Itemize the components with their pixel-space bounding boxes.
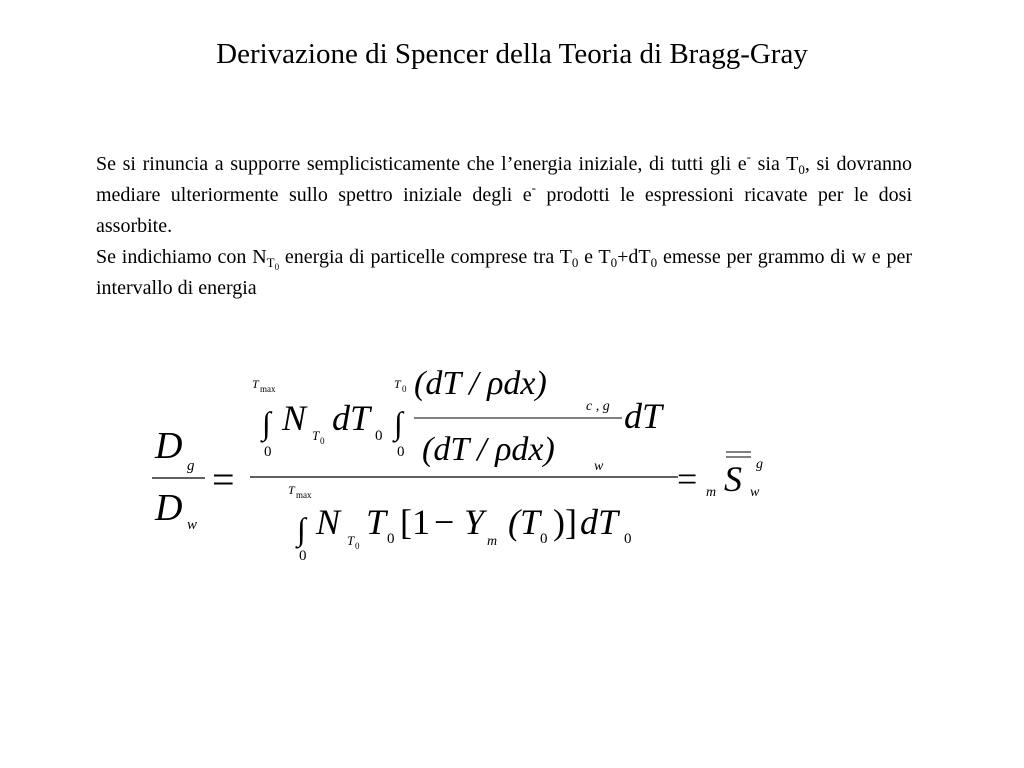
rhs-S-sup: g	[756, 457, 763, 472]
den-upper-limit: T	[288, 483, 295, 497]
p2-text-4: +dT	[617, 246, 651, 268]
inner-denominator: (dT / ρdx)	[422, 431, 555, 468]
lhs-denominator-sub: w	[187, 517, 198, 533]
page-title: Derivazione di Spencer della Teoria di Bragg-Gray	[216, 38, 808, 70]
inner-numerator: (dT / ρdx)	[414, 365, 547, 402]
den-N-sub: T	[347, 533, 355, 548]
rhs-equals-sub: m	[706, 485, 717, 500]
den-dT0-sub: 0	[624, 531, 632, 547]
p1-text-3: , si dovranno mediare ulteriormente sullo spettro iniziale degli e	[96, 153, 912, 206]
p1-text-2: sia T	[751, 153, 799, 175]
p1-sub-1: 0	[798, 162, 805, 177]
p2-sub-b: 0	[610, 255, 618, 270]
den-paren-T0: (T	[508, 502, 541, 542]
lhs-equals: =	[212, 457, 235, 502]
den-integral-sign: ∫	[297, 511, 306, 547]
den-paren-T0-sub: 0	[540, 531, 548, 547]
p2-sub-c: 0	[650, 255, 658, 270]
num-dT0-sub: 0	[375, 428, 383, 444]
den-T0: T	[366, 502, 387, 542]
den-N-subsub: 0	[355, 541, 360, 551]
num-N-subsub: 0	[320, 436, 325, 446]
num-upper-limit-sub: max	[260, 384, 276, 394]
num-lower-limit: 0	[264, 444, 272, 460]
lhs-numerator-D: D	[155, 425, 183, 467]
rhs-S: S	[724, 459, 742, 499]
inner-lower-limit: 0	[397, 444, 405, 460]
rhs-S-sub: w	[750, 485, 760, 500]
p1-text-1: Se si rinuncia a supporre semplicisticamente che l’energia iniziale, di tutti gli e	[96, 153, 747, 175]
rhs-equals: =	[677, 459, 698, 499]
den-N: N	[316, 502, 341, 542]
den-close: )]	[553, 502, 577, 542]
num-integral-sign: ∫	[262, 405, 271, 441]
den-dT0: dT	[580, 502, 619, 542]
p2-sub-T-index: 0	[274, 262, 280, 272]
p2-text-1: Se indichiamo con N	[96, 246, 267, 268]
p1-text-4: prodotti le espressioni ricavate per le dosi assorbite.	[96, 184, 912, 237]
num-N: N	[282, 398, 307, 438]
lhs-denominator-D: D	[155, 487, 183, 529]
p2-text-3: e T	[578, 246, 611, 268]
num-dT0: dT	[332, 398, 371, 438]
p2-sub-a: 0	[571, 255, 579, 270]
p2-text-2: energia di particelle comprese tra T	[279, 246, 572, 268]
p2-sub-T-letter: T	[266, 255, 275, 270]
p2-text-5: emesse per grammo di w e per intervallo di energia	[96, 246, 912, 299]
den-upper-limit-sub: max	[296, 490, 312, 500]
den-T0-sub: 0	[387, 531, 395, 547]
p1-sup-2: -	[531, 180, 536, 195]
den-minus: −	[434, 502, 455, 542]
p1-sup-1: -	[746, 149, 752, 164]
inner-integral-sign: ∫	[394, 405, 403, 441]
inner-denominator-sub: w	[594, 459, 604, 474]
num-dT: dT	[624, 396, 663, 436]
den-lower-limit: 0	[299, 548, 307, 564]
inner-upper-limit-sub: 0	[402, 384, 407, 394]
den-bracket-open: [1	[400, 502, 430, 542]
den-Y-sub: m	[487, 534, 498, 549]
den-Y: Y	[464, 502, 485, 542]
num-N-sub: T	[312, 428, 320, 443]
num-upper-limit: T	[252, 377, 259, 391]
inner-numerator-sub: c , g	[586, 399, 610, 414]
inner-upper-limit: T	[394, 377, 401, 391]
lhs-numerator-sub: g	[187, 458, 195, 474]
